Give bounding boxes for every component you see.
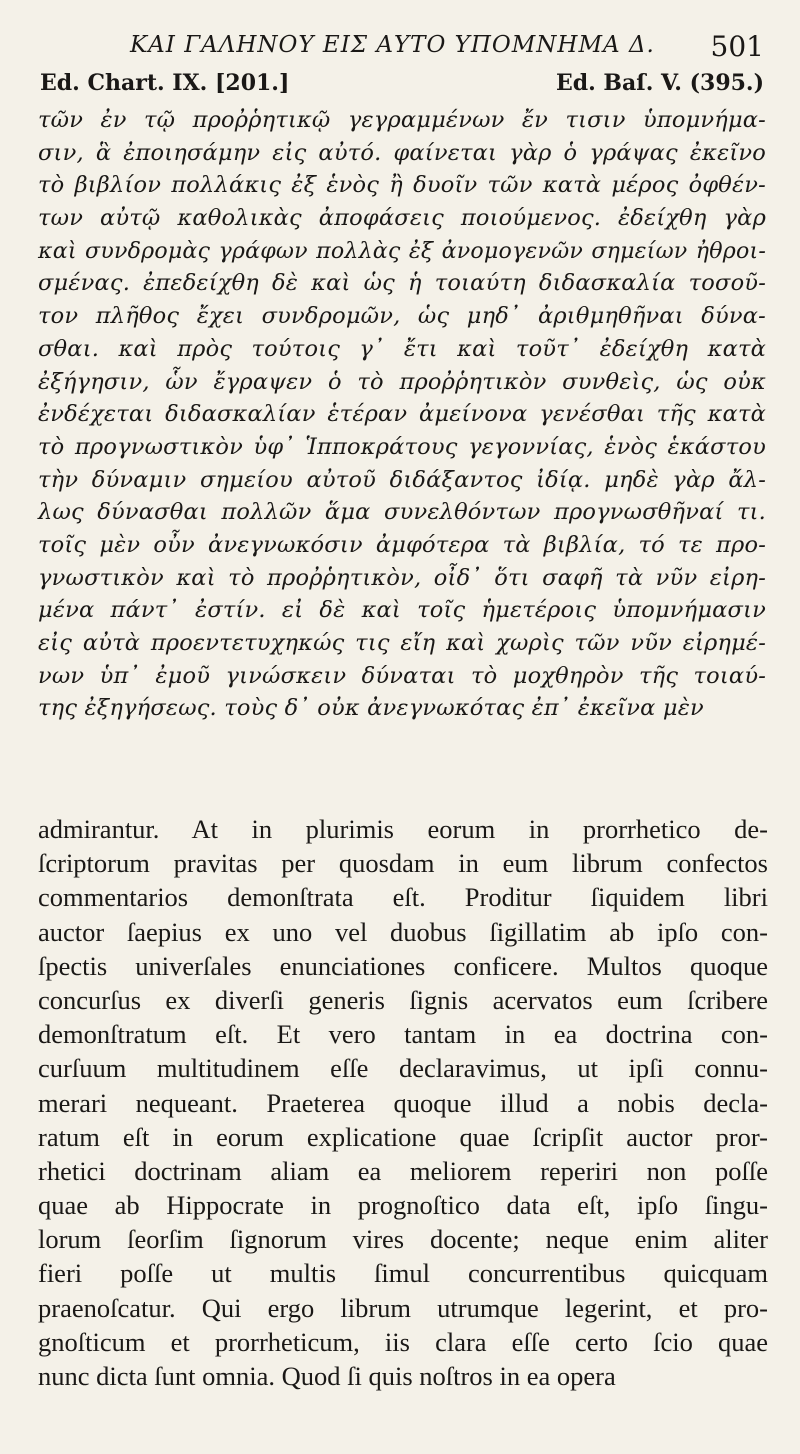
edition-chartier: Ed. Chart. IX. [201.] <box>40 70 290 96</box>
greek-text-block <box>38 104 766 725</box>
greek-text-line: νων ὑπ᾽ ἐμοῦ γινώσκειν δύναται τὸ μοχθηρὸν τῆς τοιαύ- <box>38 662 766 689</box>
latin-text-line: concurſus ex diverſi generis ſignis acervatos eum ſcribere <box>38 984 768 1015</box>
greek-text-line: των αὐτῷ καθολικὰς ἀποφάσεις ποιούμενος. ἐδείχθη γὰρ <box>38 205 766 232</box>
edition-references <box>0 70 800 102</box>
running-head <box>0 28 800 68</box>
greek-text-line: της ἐξηγήσεως. τοὺς δ᾽ οὐκ ἀνεγνωκότας ἐπ᾽ ἐκεῖνα μὲν <box>38 695 704 722</box>
latin-text-line: admirantur. At in plurimis eorum in prorrhetico de- <box>38 814 768 844</box>
greek-text-line: λως δύνασθαι πολλῶν ἅμα συνελθόντων προγνωσθῆναί τι. <box>38 499 766 526</box>
latin-text-line: fieri poſſe ut multis ſimul concurrentibus quicquam <box>38 1258 768 1289</box>
latin-text-line: demonſtratum eſt. Et vero tantam in ea doctrina con- <box>38 1019 768 1050</box>
latin-text-line: lorum ſeorſim ſignorum vires docente; neque enim aliter <box>38 1224 768 1255</box>
latin-text-line: quae ab Hippocrate in prognoſtico data eſt, ipſo ſingu- <box>38 1190 768 1221</box>
greek-text-line: εἰς αὐτὰ προεντετυχηκώς τις εἴη καὶ χωρὶς τῶν νῦν εἰρημέ- <box>38 630 766 656</box>
greek-text-line: ἐξήγησιν, ὧν ἔγραψεν ὁ τὸ προῤῥητικὸν συνθεὶς, ὡς οὐκ <box>38 368 766 395</box>
greek-text-line: καὶ συνδρομὰς γράφων πολλὰς ἐξ ἀνομογενῶν σημείων ἠθροι- <box>38 237 766 264</box>
running-title: ΚΑΙ ΓΑΛΗΝΟΥ ΕΙΣ ΑΥΤΟ ΥΠΟΜΝΗΜΑ Δ. <box>130 32 655 58</box>
page-number: 501 <box>710 30 764 63</box>
greek-text-line: τὸ βιβλίον πολλάκις ἐξ ἑνὸς ἢ δυοῖν τῶν κατὰ μέρος ὀφθέν- <box>38 172 766 199</box>
latin-text-line: rhetici doctrinam aliam ea meliorem reperiri non poſſe <box>38 1155 768 1186</box>
greek-text-line: σιν, ἃ ἐποιησάμην εἰς αὐτό. φαίνεται γὰρ ὁ γράψας ἐκεῖνο <box>38 139 766 166</box>
latin-text-line: merari nequeant. Praeterea quoque illud a nobis decla- <box>38 1087 768 1118</box>
greek-text-line: τον πλῆθος ἔχει συνδρομῶν, ὡς μηδ᾽ ἀριθμηθῆναι δύνα- <box>38 303 766 330</box>
latin-text-line: ſpectis univerſales enunciationes conficere. Multos quoque <box>38 950 768 981</box>
latin-text-line: curſuum multitudinem eſſe declaravimus, ut ipſi connu- <box>38 1053 768 1084</box>
greek-text-line: γνωστικὸν καὶ τὸ προῤῥητικὸν, οἶδ᾽ ὅτι σαφῆ τὰ νῦν εἰρη- <box>38 564 766 591</box>
latin-text-line: nunc dicta ſunt omnia. Quod ſi quis noſtros in ea opera <box>38 1361 616 1391</box>
greek-text-line: μένα πάντ᾽ ἐστίν. εἰ δὲ καὶ τοῖς ἡμετέροις ὑπομνήμασιν <box>38 597 766 624</box>
edition-basel: Ed. Baſ. V. (395.) <box>555 70 764 96</box>
greek-text-line: σθαι. καὶ πρὸς τούτοις γ᾽ ἔτι καὶ τοῦτ᾽ ἐδείχθη κατὰ <box>38 335 766 362</box>
greek-text-line: τὸ προγνωστικὸν ὑφ᾽ Ἱπποκράτους γεγοννίας, ἑνὸς ἑκάστου <box>38 433 766 460</box>
latin-text-line: commentarios demonſtrata eſt. Proditur ſiquidem libri <box>38 882 768 913</box>
latin-text-line: auctor ſaepius ex uno vel duobus ſigillatim ab ipſo con- <box>38 916 768 947</box>
latin-text-line: ſcriptorum pravitas per quosdam in eum librum confectos <box>38 848 768 879</box>
greek-text-line: τὴν δύναμιν σημείου αὐτοῦ διδάξαντος ἰδίᾳ. μηδὲ γὰρ ἄλ- <box>38 466 766 493</box>
greek-text-line: τοῖς μὲν οὖν ἀνεγνωκόσιν ἀμφότερα τὰ βιβλία, τό τε προ- <box>38 531 766 558</box>
latin-text-line: praenoſcatur. Qui ergo librum utrumque legerint, et pro- <box>38 1292 768 1323</box>
greek-text-line: τῶν ἐν τῷ προῤῥητικῷ γεγραμμένων ἔν τισιν ὑπομνήμα- <box>38 107 766 133</box>
greek-text-line: σμένας. ἐπεδείχθη δὲ καὶ ὡς ἡ τοιαύτη διδασκαλία τοσοῦ- <box>38 270 766 297</box>
greek-text-line: ἐνδέχεται διδασκαλίαν ἑτέραν ἀμείνονα γενέσθαι τῆς κατὰ <box>38 401 766 428</box>
latin-text-block <box>38 812 768 1393</box>
latin-text-line: ratum eſt in eorum explicatione quae ſcripſit auctor pror- <box>38 1121 768 1152</box>
latin-text-line: gnoſticum et prorrheticum, iis clara eſſe certo ſcio quae <box>38 1326 768 1357</box>
